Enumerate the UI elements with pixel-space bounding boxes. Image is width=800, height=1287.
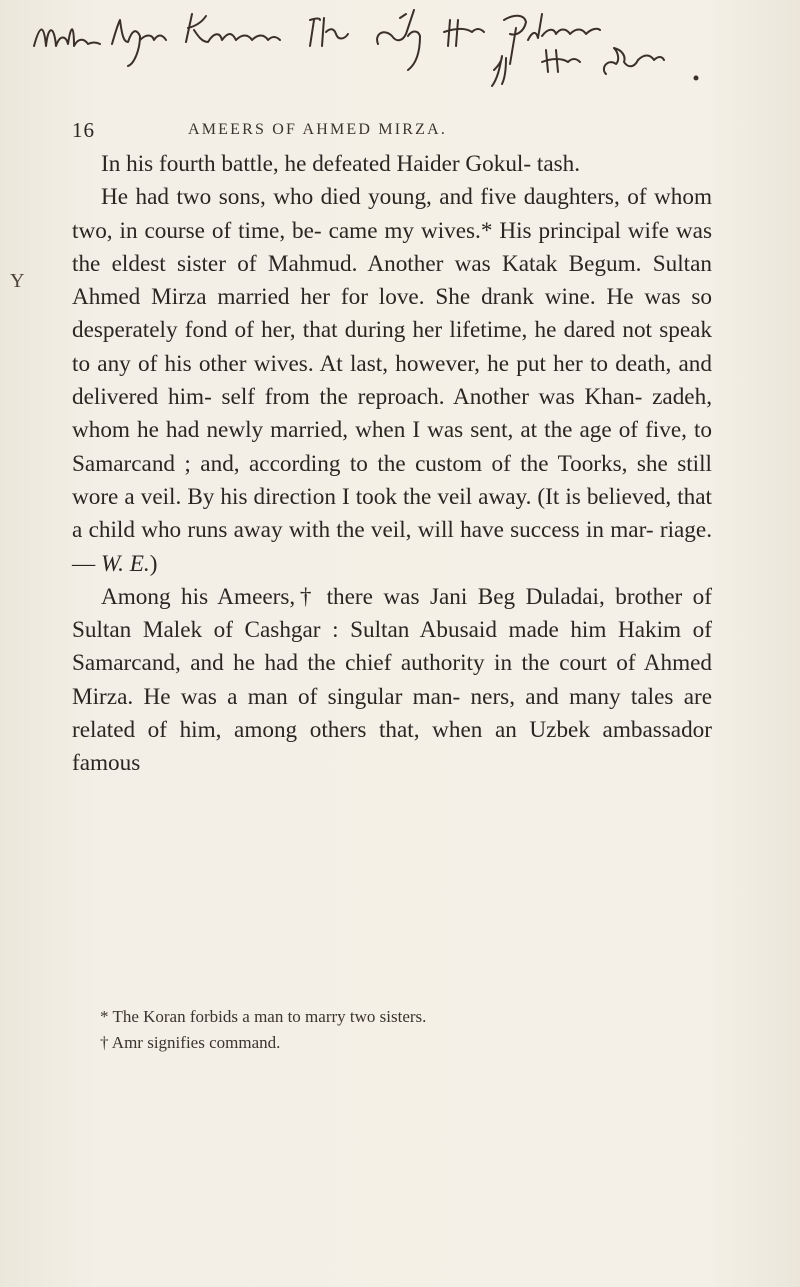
body-text bbox=[72, 148, 712, 781]
margin-mark: Y bbox=[10, 270, 25, 292]
paragraph-2-note-initials: W. E. bbox=[100, 550, 150, 577]
paragraph-2 bbox=[72, 181, 712, 581]
handwritten-inscription bbox=[28, 6, 788, 96]
footnote-2: † Amr signifies command. bbox=[100, 1033, 281, 1052]
paragraph-1: In his fourth battle, he defeated Haider Gokul- tash. bbox=[101, 151, 581, 177]
running-head bbox=[72, 118, 712, 142]
footnotes bbox=[72, 1004, 712, 1056]
footnote-1: * The Koran forbids a man to marry two sisters. bbox=[100, 1007, 427, 1026]
paragraph-2-text: He had two sons, who died young, and five daughters, of whom two, in course of time, be- came my wives.* His principal wife was the eldest sister of Mahmud. Another was Katak Begum. Sultan Ahmed Mirza married her for love. She drank wine. He was so desperately fond of her, that during her lifetime, he dared not speak to any of his other wives. At last, however, he put her to death, and delivered him- self from the reproach. Another was Khan- zadeh, whom he had newly married, when I was sent, at the age of five, to Samarcand ; and, according to the custom of the Toorks, she still wore a veil. By his direction I took the veil away. (It is believed, that a child who runs away with the veil, will have success in mar- riage.— bbox=[72, 184, 712, 577]
paragraph-2-close: ) bbox=[149, 550, 158, 577]
running-head-title: AMEERS OF AHMED MIRZA. bbox=[188, 121, 448, 138]
page-number: 16 bbox=[72, 118, 95, 142]
paragraph-3: Among his Ameers,† there was Jani Beg Duladai, brother of Sultan Malek of Cashgar : Sultan Abusaid made him Hakim of Samarcand, and he had the chief authority in the court of Ahmed Mirza. He was a man of singular man- ners, and many tales are related of him, among others that, when an Uzbek ambassador famous bbox=[72, 583, 712, 777]
